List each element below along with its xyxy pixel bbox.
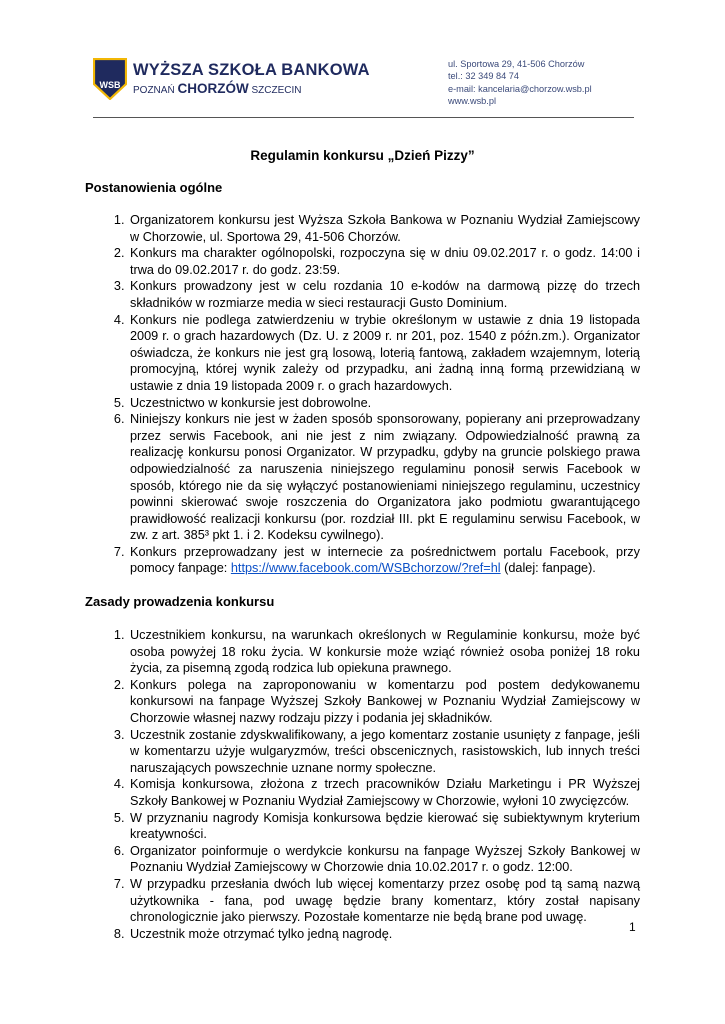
list-item: 3. Uczestnik zostanie zdyskwalifikowany, a jego komentarz zostanie usunięty z fanpage, jeśli w komentarzu użyje wulgaryzmów, treści obscenicznych, rasistowskich, lub innych treści naruszających powszechnie uznane normy społeczne.: [128, 727, 640, 777]
fanpage-text-after: (dalej: fanpage).: [500, 561, 596, 576]
contact-address: ul. Sportowa 29, 41-506 Chorzów: [448, 59, 585, 69]
list-item: 5. Uczestnictwo w konkursie jest dobrowolne.: [128, 395, 640, 412]
brand-block: [133, 61, 370, 98]
list-item: 7. W przypadku przesłania dwóch lub więcej komentarzy przez osobę pod tą samą nazwą użytkownika - fana, pod uwagę będzie brany komentarz, który został napisany chronologicznie jako pierwszy. Pozostałe komentarze nie będą brane pod uwagę.: [128, 876, 640, 926]
list-item: 5. W przyznaniu nagrody Komisja konkursowa będzie kierować się subiektywnym kryterium kreatywności.: [128, 810, 640, 843]
list-item: 6. Niniejszy konkurs nie jest w żaden sposób sponsorowany, popierany ani przeprowadzany przez serwis Facebook, ani nie jest z nim związany. Odpowiedzialność prawną za realizację konkursu ponosi Organizator. W przypadku, gdyby na gruncie polskiego prawa odpowiedzialność za naruszenia niniejszego regulaminu ponosił serwis Facebook w sposób, którego nie da się wyłączyć postanowieniami niniejszego regulaminu, uczestnicy powinni skierować swoje roszczenia do Organizatora jako podmiotu gwarantującego prawidłowość realizacji konkursu (por. rozdział III. pkt E regulaminu serwisu Facebook, w zw. z art. 385³ pkt 1. i 2. Kodeksu cywilnego).: [128, 411, 640, 544]
list-item: 6. Organizator poinformuje o werdykcie konkursu na fanpage Wyższej Szkoły Bankowej w Poznaniu Wydział Zamiejscowy w Chorzowie dnia 10.02.2017 r. o godz. 12:00.: [128, 843, 640, 876]
city-szczecin: SZCZECIN: [251, 85, 302, 96]
university-name: WYŻSZA SZKOŁA BANKOWA: [133, 61, 370, 79]
list-item: 1. Uczestnikiem konkursu, na warunkach określonych w Regulaminie konkursu, może być osoba powyżej 18 roku życia. W konkursie może wziąć również osoba poniżej 18 roku życia, za pisemną zgodą rodzica lub opiekuna prawnego.: [128, 627, 640, 677]
list-item: 4. Konkurs nie podlega zatwierdzeniu w trybie określonym w ustawie z dnia 19 listopada 2009 r. o grach hazardowych (Dz. U. z 2009 r. nr 201, poz. 1540 z późn.zm.). Organizator oświadcza, że konkurs nie jest grą losową, loterią fantową, zakładem wzajemnym, loterią promocyjną, której wynik zależy od przypadku, ani żadną inną formą przewidzianą w ustawie z dnia 19 listopada 2009 r. o grach hazardowych.: [128, 312, 640, 395]
brand-cities: [133, 82, 370, 98]
list-item: 8. Uczestnik może otrzymać tylko jedną nagrodę.: [128, 926, 640, 943]
document-title: Regulamin konkursu „Dzień Pizzy”: [250, 148, 475, 163]
section-heading-general: Postanowienia ogólne: [85, 180, 223, 195]
contact-email[interactable]: e-mail: kancelaria@chorzow.wsb.pl: [448, 83, 592, 94]
contact-phone: tel.: 32 349 84 74: [448, 71, 520, 82]
list-item: 1. Organizatorem konkursu jest Wyższa Szkoła Bankowa w Poznaniu Wydział Zamiejscowy w Chorzowie, ul. Sportowa 29, 41-506 Chorzów.: [128, 212, 640, 245]
letterhead: [93, 58, 634, 118]
contact-block: [448, 58, 592, 108]
document-body: [85, 145, 640, 942]
wsb-shield-logo: [93, 58, 127, 100]
list-item: 2. Konkurs ma charakter ogólnopolski, rozpoczyna się w dniu 09.02.2017 r. o godz. 14:00 i trwa do 09.02.2017 r. do godz. 23:59.: [128, 245, 640, 278]
logo-text: WSB: [99, 80, 121, 90]
page-number: 1: [629, 920, 636, 934]
list-item: 3. Konkurs prowadzony jest w celu rozdania 10 e-kodów na darmową pizzę do trzech składników w rozmiarze media w sieci restauracji Gusto Dominium.: [128, 278, 640, 311]
general-provisions-list: [85, 212, 640, 577]
list-item-fanpage: [128, 544, 640, 577]
facebook-fanpage-link[interactable]: https://www.facebook.com/WSBchorzow/?ref=hl: [230, 561, 501, 576]
city-poznan: POZNAŃ: [133, 85, 175, 96]
fanpage-text-before: Konkurs przeprowadzany jest w internecie za pośrednictwem portalu Facebook, przy pomocy fanpage:: [130, 544, 640, 576]
section-heading-rules: Zasady prowadzenia konkursu: [85, 594, 275, 610]
contest-rules-list: [85, 627, 640, 942]
city-chorzow: CHORZÓW: [177, 81, 249, 96]
header-divider: [93, 117, 634, 118]
contact-website[interactable]: www.wsb.pl: [448, 96, 496, 107]
list-item: 2. Konkurs polega na zaproponowaniu w komentarzu pod postem dedykowanemu konkursowi na fanpage Wyższej Szkoły Bankowej w Poznaniu Wydział Zamiejscowy w Chorzowie własnej nazwy rodzaju pizzy i podania jej składników.: [128, 677, 640, 727]
list-item: 4. Komisja konkursowa, złożona z trzech pracowników Działu Marketingu i PR Wyższej Szkoły Bankowej w Poznaniu Wydział Zamiejscowy w Chorzowie, wyłoni 10 zwycięzców.: [128, 776, 640, 809]
